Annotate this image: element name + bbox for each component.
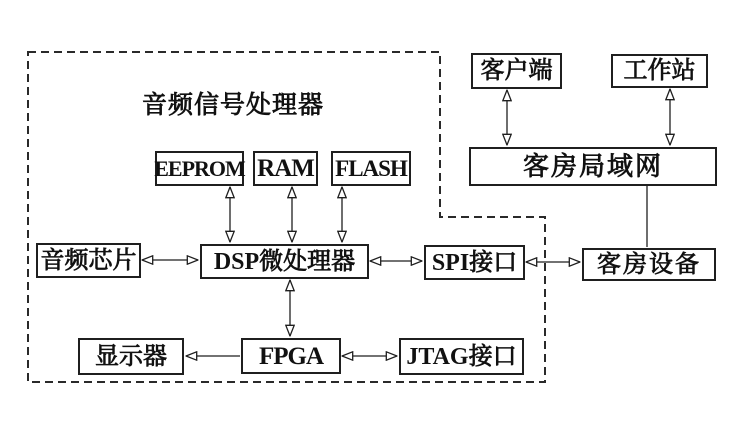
node-eeprom: EEPROM: [155, 151, 244, 186]
node-workstation: 工作站: [611, 54, 708, 88]
node-guestroom-lan: 客房局域网: [469, 147, 717, 186]
node-client: 客户端: [471, 53, 562, 89]
node-ram: RAM: [253, 151, 318, 186]
node-display: 显示器: [78, 338, 184, 375]
node-flash: FLASH: [331, 151, 411, 186]
node-audio-chip: 音频芯片: [36, 243, 141, 278]
diagram-title: 音频信号处理器: [141, 92, 324, 119]
node-guestroom-device: 客房设备: [582, 248, 716, 281]
node-jtag-interface: JTAG接口: [399, 338, 524, 375]
node-spi-interface: SPI接口: [424, 245, 525, 280]
node-fpga: FPGA: [241, 338, 341, 374]
node-dsp-microprocessor: DSP微处理器: [200, 244, 369, 279]
